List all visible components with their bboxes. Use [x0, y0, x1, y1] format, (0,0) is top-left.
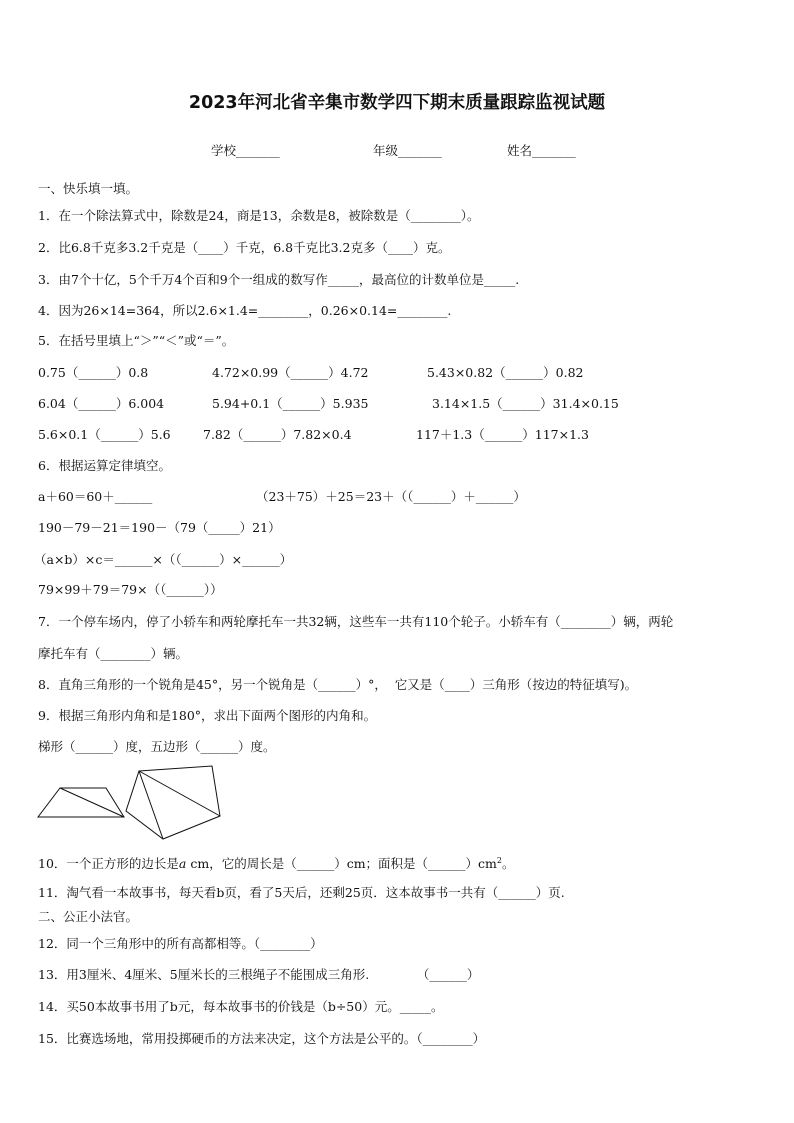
- compare-item: 0.75（______）0.8: [38, 365, 149, 380]
- compare-item: 7.82（______）7.82×0.4: [203, 427, 352, 442]
- q6-item-b: （23＋75）＋25＝23＋（（______）＋______）: [256, 489, 526, 504]
- question-2: 2．比6.8千克多3.2千克是（____）千克，6.8千克比3.2克多（____）克。: [38, 240, 451, 255]
- grade-field[interactable]: 年级_______: [373, 143, 442, 158]
- compare-item: 6.04（______）6.004: [38, 396, 165, 411]
- q6-item-e: 79×99＋79＝79×（（______））: [38, 582, 223, 597]
- compare-item: 5.6×0.1（______）5.6: [38, 427, 171, 442]
- question-7: 7．一个停车场内，停了小轿车和两轮摩托车一共32辆，这些车一共有110个轮子。小轿车有（________）辆，两轮: [38, 614, 674, 629]
- pentagon-figure: [124, 764, 222, 842]
- compare-item: 4.72×0.99（______）4.72: [212, 365, 369, 380]
- q10-prefix: 10．一个正方形的边长是: [38, 856, 179, 872]
- q6-item-a: a＋60＝60＋______: [38, 489, 153, 504]
- q10-unit: cm: [186, 856, 210, 872]
- compare-item: 117＋1.3（______）117×1.3: [416, 427, 589, 442]
- question-13: 13．用3厘米、4厘米、5厘米长的三根绳子不能围成三角形. （______）: [38, 967, 480, 982]
- compare-item: 3.14×1.5（______）31.4×0.15: [432, 396, 619, 411]
- name-field[interactable]: 姓名_______: [507, 143, 576, 158]
- page-title: 2023年河北省辛集市数学四下期末质量跟踪监视试题: [188, 93, 606, 113]
- q10-variable: a: [178, 856, 187, 872]
- question-3: 3．由7个十亿，5个千万4个百和9个一组成的数写作_____，最高位的计数单位是_____.: [38, 272, 520, 287]
- question-11: 11．淘气看一本故事书，每天看b页，看了5天后，还剩25页．这本故事书一共有（______）页.: [38, 885, 565, 900]
- question-10: [38, 853, 515, 872]
- trapezoid-figure: [36, 784, 126, 820]
- q6-item-d: （a×b）×c＝______×（（______）×______）: [34, 552, 293, 567]
- question-4: 4．因为26×14=364，所以2.6×1.4=________，0.26×0.14=________.: [38, 303, 452, 318]
- school-field[interactable]: 学校_______: [211, 143, 280, 158]
- question-8: 8．直角三角形的一个锐角是45°，另一个锐角是（______）°， 它又是（____）三角形（按边的特征填写)。: [38, 677, 638, 692]
- compare-item: 5.94+0.1（______）5.935: [212, 396, 369, 411]
- question-9: 9．根据三角形内角和是180°，求出下面两个图形的内角和。: [38, 708, 377, 723]
- question-14: 14．买50本故事书用了b元，每本故事书的价钱是（b÷50）元。_____。: [38, 999, 444, 1014]
- q10-superscript: 2: [496, 856, 502, 865]
- q6-item-c: 190－79－21＝190－（79（_____）21）: [38, 520, 281, 535]
- q10-middle: ，它的周长是（______）cm；面积是（______）cm: [209, 856, 497, 872]
- question-15: 15．比赛选场地，常用投掷硬币的方法来决定，这个方法是公平的。（________）: [38, 1031, 486, 1046]
- question-6: 6．根据运算定律填空。: [38, 458, 171, 473]
- question-7-cont: 摩托车有（________）辆。: [38, 646, 189, 661]
- q10-end: 。: [502, 856, 515, 872]
- question-9-answer: 梯形（______）度，五边形（______）度。: [38, 739, 276, 754]
- section-heading-1: 一、快乐填一填。: [38, 181, 139, 196]
- question-5: 5．在括号里填上“＞”“＜”或“＝”。: [38, 333, 235, 348]
- question-12: 12．同一个三角形中的所有高都相等。（________）: [38, 936, 323, 951]
- question-1: 1．在一个除法算式中，除数是24，商是13，余数是8，被除数是（________）。: [38, 208, 480, 223]
- section-heading-2: 二、公正小法官。: [38, 909, 139, 924]
- compare-item: 5.43×0.82（______）0.82: [427, 365, 584, 380]
